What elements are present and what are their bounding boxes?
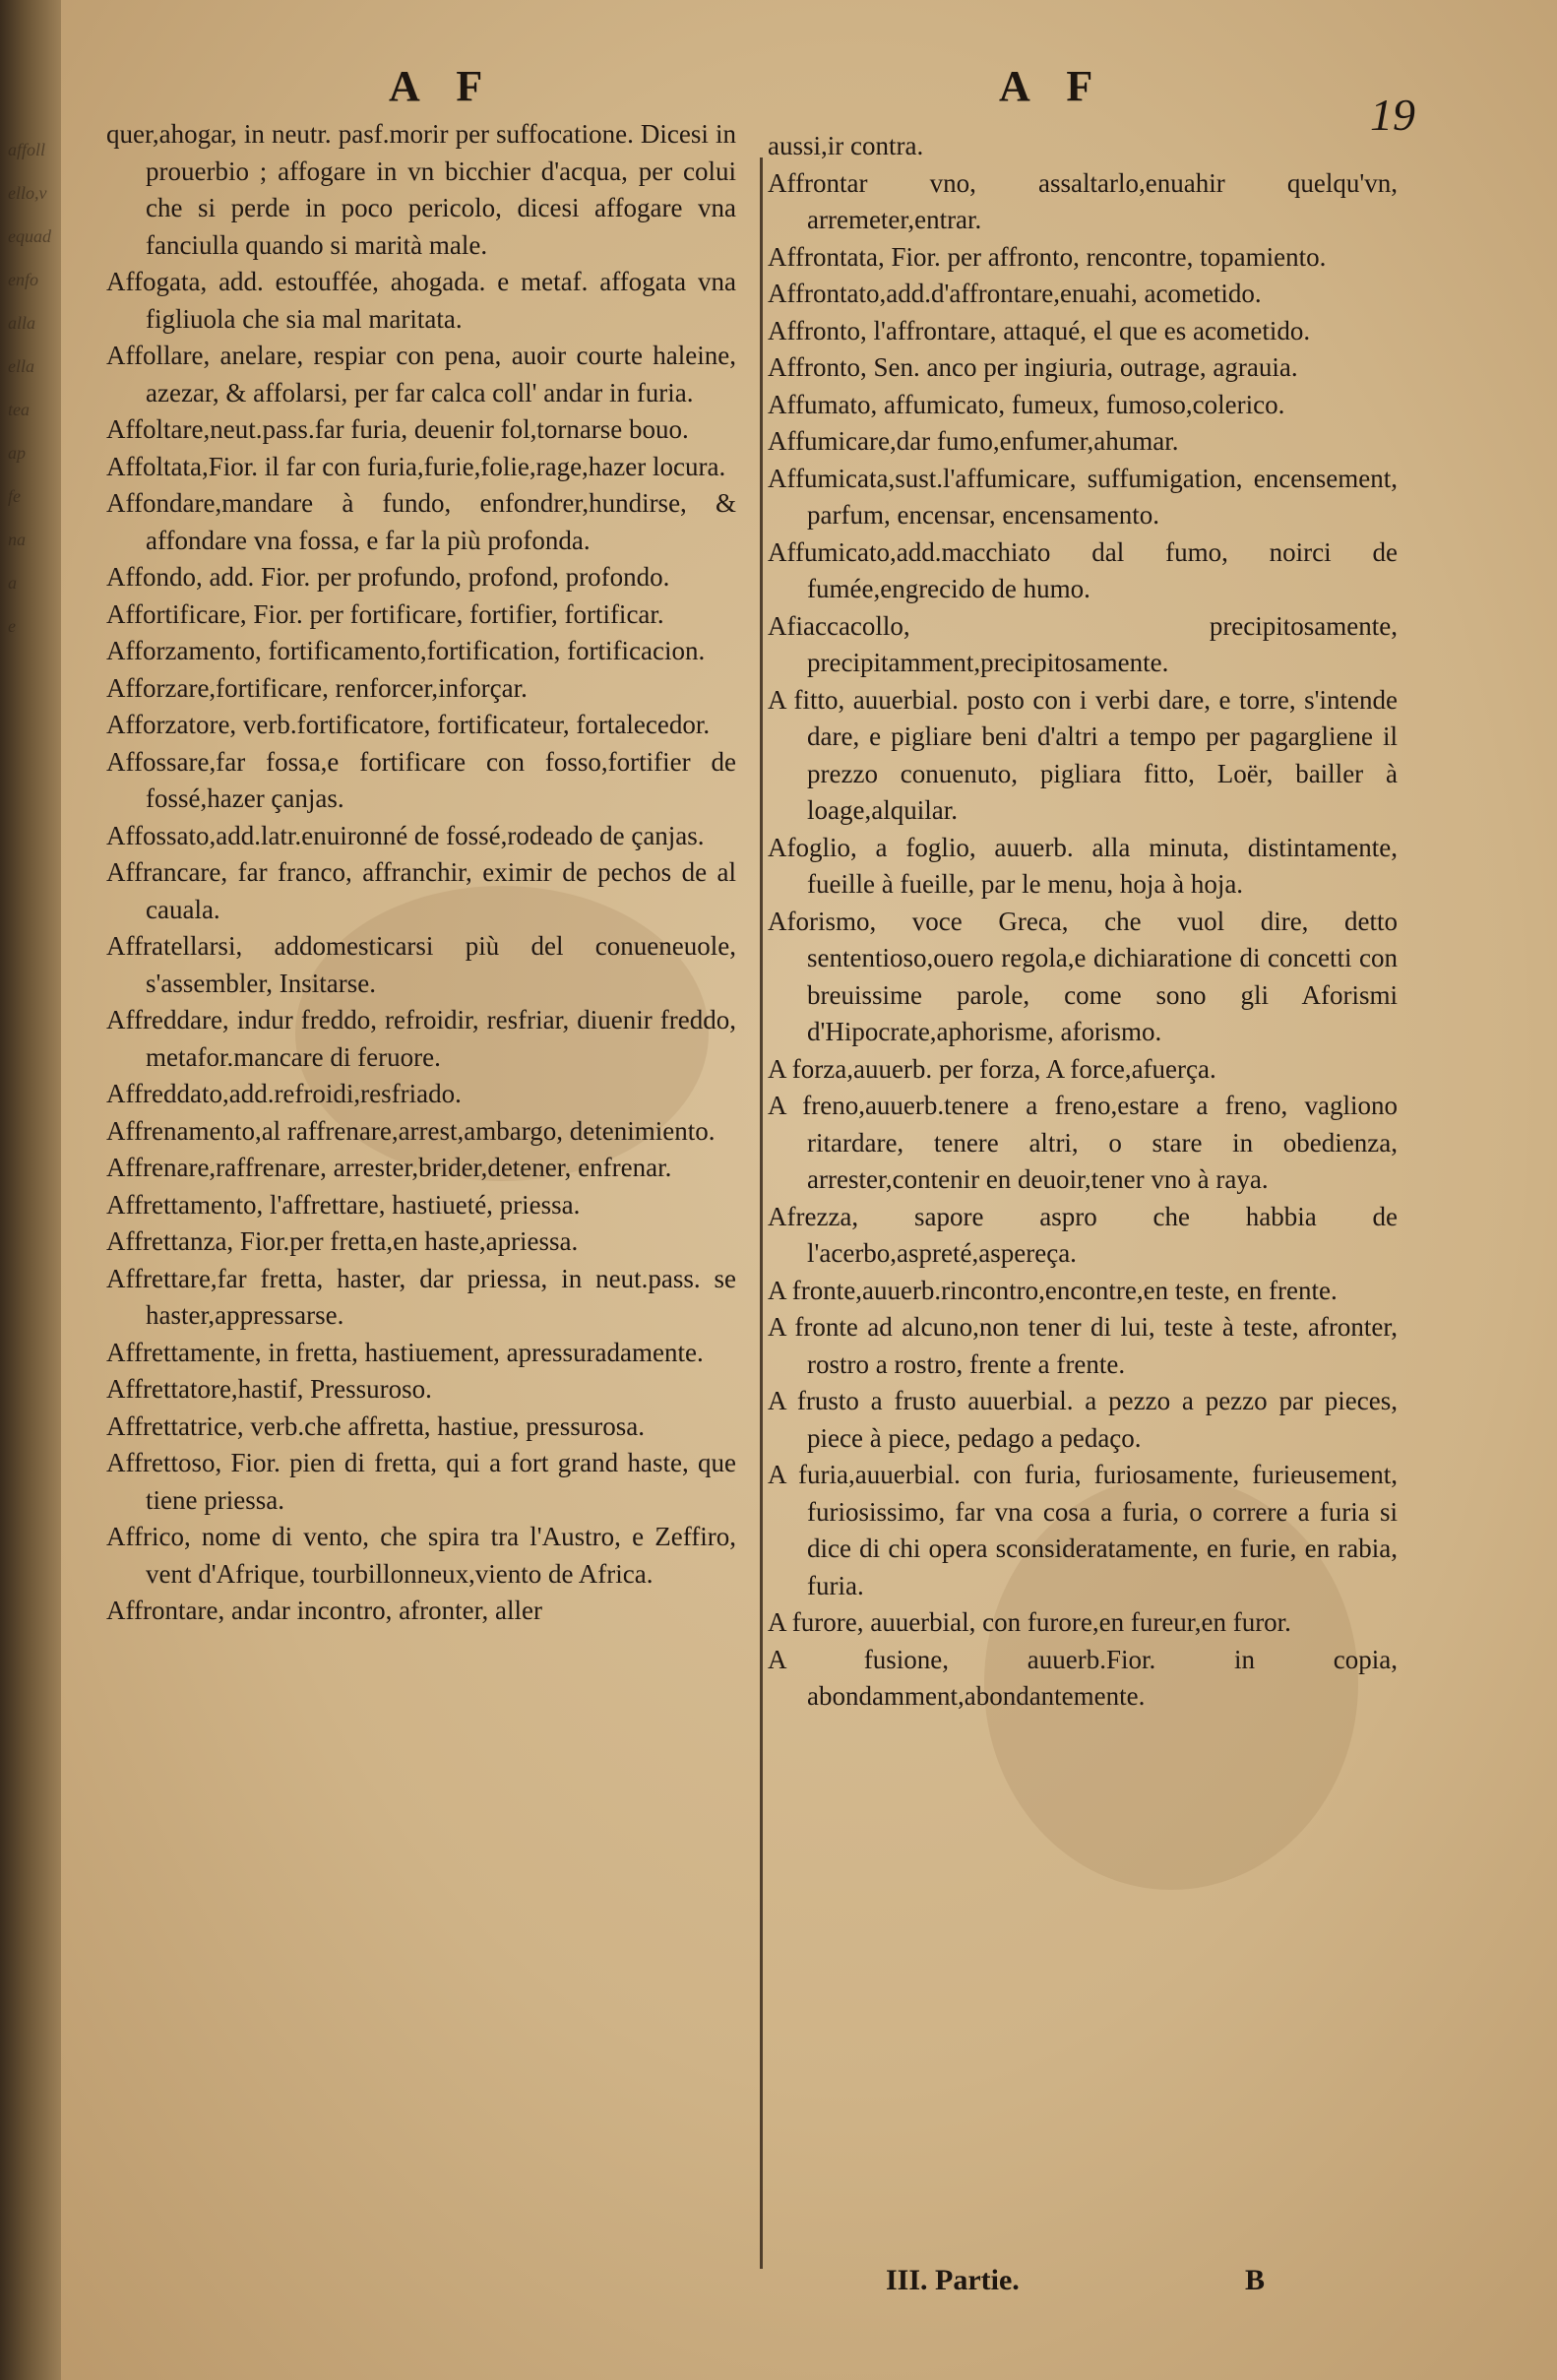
dictionary-entry: A fitto, auuerbial. posto con i verbi dare, e torre, s'intende dare, e pigliare beni d'altri a tempo per pagargliene il prezzo conuenuto, pigliara fitto, Loër, bailler à loage,alquilar. bbox=[768, 684, 1398, 825]
dictionary-entry: Affrettamento, l'affrettare, hastiueté, priessa. bbox=[106, 1189, 581, 1220]
dictionary-entry: A fronte ad alcuno,non tener di lui, teste à teste, afronter, rostro a rostro, frente a frente. bbox=[768, 1312, 1398, 1379]
dictionary-entry: Afforzare,fortificare, renforcer,inforçar. bbox=[106, 672, 528, 703]
dictionary-entry: aussi,ir contra. bbox=[768, 131, 924, 160]
dictionary-entry: Affrontar vno, assaltarlo,enuahir quelqu'vn, arremeter,entrar. bbox=[768, 167, 1398, 234]
gutter-fragment: equad bbox=[8, 226, 51, 246]
dictionary-entry: quer,ahogar, in neutr. pasf.morir per suffocatione. Dicesi in prouerbio ; affogare in vn bicchier d'acqua, per colui che si perde in poco pericolo, dicesi affogare vna fanciulla quando si marità male. bbox=[106, 119, 736, 260]
dictionary-entry: Affrettanza, Fior.per fretta,en haste,apriessa. bbox=[106, 1226, 579, 1256]
dictionary-entry: Affumicato,add.macchiato dal fumo, noirci de fumée,engrecido de humo. bbox=[768, 536, 1398, 603]
dictionary-entry: Affreddato,add.refroidi,resfriado. bbox=[106, 1079, 462, 1108]
dictionary-entry: Affrettamente, in fretta, hastiuement, apressuradamente. bbox=[106, 1337, 704, 1367]
gutter-edge bbox=[0, 0, 61, 2380]
gutter-fragments bbox=[8, 128, 53, 648]
column-rule bbox=[760, 157, 763, 2269]
gutter-fragment: tea bbox=[8, 400, 30, 419]
dictionary-entry: Affreddare, indur freddo, refroidir, resfriar, diuenir freddo, metafor.mancare di feruore. bbox=[106, 1005, 736, 1072]
dictionary-entry: Affogata, add. estouffée, ahogada. e metaf. affogata vna figliuola che sia mal maritata. bbox=[106, 267, 736, 334]
dictionary-entry: Afiaccacollo, precipitosamente, precipitamment,precipitosamente. bbox=[768, 610, 1398, 677]
dictionary-entry: Afoglio, a foglio, auuerb. alla minuta, distintamente, fueille à fueille, par le menu, hoja à hoja. bbox=[768, 832, 1398, 899]
left-column bbox=[106, 116, 736, 1630]
gutter-fragment: ap bbox=[8, 443, 26, 463]
dictionary-entry: Affrancare, far franco, affranchir, eximir de pechos de al cauala. bbox=[106, 857, 736, 924]
gutter-fragment: na bbox=[8, 530, 26, 549]
dictionary-entry: Affronto, Sen. anco per ingiuria, outrage, agrauia. bbox=[768, 352, 1298, 382]
dictionary-entry: Affrenare,raffrenare, arrester,brider,detener, enfrenar. bbox=[106, 1153, 672, 1182]
signature-mark: B bbox=[1245, 2264, 1266, 2296]
dictionary-entry: Affrettoso, Fior. pien di fretta, qui a fort grand haste, que tiene priessa. bbox=[106, 1448, 736, 1515]
gutter-fragment: e bbox=[8, 616, 16, 636]
dictionary-entry: Affoltare,neut.pass.far furia, deuenir fol,tornarse bouo. bbox=[106, 414, 689, 444]
dictionary-entry: Affrontato,add.d'affrontare,enuahi, acometido. bbox=[768, 279, 1262, 308]
dictionary-entry: Affrontata, Fior. per affronto, rencontre, topamiento. bbox=[768, 241, 1327, 272]
page-number: 19 bbox=[1370, 90, 1415, 140]
dictionary-entry: Affrenamento,al raffrenare,arrest,ambargo, detenimiento. bbox=[106, 1115, 716, 1146]
right-column bbox=[768, 128, 1398, 1716]
dictionary-entry: A fusione, auuerb.Fior. in copia, abondamment,abondantemente. bbox=[768, 1644, 1398, 1711]
dictionary-entry: A furore, auuerbial, con furore,en fureur,en furor. bbox=[768, 1607, 1291, 1637]
dictionary-entry: Affumato, affumicato, fumeux, fumoso,colerico. bbox=[768, 389, 1285, 419]
running-header-right: A F bbox=[999, 62, 1107, 110]
gutter-fragment: a bbox=[8, 573, 17, 593]
dictionary-entry: Affortificare, Fior. per fortificare, fortifier, fortificar. bbox=[106, 598, 664, 629]
dictionary-entry: A fronte,auuerb.rincontro,encontre,en teste, en frente. bbox=[768, 1275, 1338, 1305]
dictionary-entry: Aforismo, voce Greca, che vuol dire, detto sententioso,ouero regola,e dichiaratione di concetti con breuissime parole, come sono gli Aforismi d'Hipocrate,aphorisme, aforismo. bbox=[768, 906, 1398, 1046]
dictionary-entry: Affratellarsi, addomesticarsi più del conueneuole, s'assembler, Insitarse. bbox=[106, 931, 736, 998]
dictionary-entry: Affoltata,Fior. il far con furia,furie,folie,rage,hazer locura. bbox=[106, 451, 726, 481]
dictionary-entry: A forza,auuerb. per forza, A force,afuerça. bbox=[768, 1053, 1216, 1084]
running-header-left: A F bbox=[389, 62, 497, 110]
dictionary-entry: Affondo, add. Fior. per profundo, profond, profondo. bbox=[106, 562, 670, 592]
gutter-fragment: affoll bbox=[8, 140, 46, 159]
dictionary-entry: Affumicata,sust.l'affumicare, suffumigation, encensement, parfum, encensar, encensamento. bbox=[768, 463, 1398, 530]
dictionary-entry: A freno,auuerb.tenere a freno,estare a freno, vagliono ritardare, tenere altri, o stare in obedienza, arrester,contenir en deuoir,tener vno à raya. bbox=[768, 1091, 1398, 1194]
dictionary-entry: Affondare,mandare à fundo, enfondrer,hundirse, & affondare vna fossa, e far la più profonda. bbox=[106, 488, 736, 555]
signature-line: III. Partie. bbox=[886, 2264, 1020, 2296]
dictionary-entry: Affrontare, andar incontro, afronter, aller bbox=[106, 1596, 542, 1625]
dictionary-entry: Affossare,far fossa,e fortificare con fosso,fortifier de fossé,hazer çanjas. bbox=[106, 746, 736, 813]
dictionary-entry: Affronto, l'affrontare, attaqué, el que es acometido. bbox=[768, 315, 1311, 345]
dictionary-entry: Affollare, anelare, respiar con pena, auoir courte haleine, azezar, & affolarsi, per far calca coll' andar in furia. bbox=[106, 341, 736, 407]
gutter-fragment: alla bbox=[8, 313, 36, 333]
dictionary-entry: Affrettare,far fretta, haster, dar priessa, in neut.pass. se haster,appressarse. bbox=[106, 1263, 736, 1330]
dictionary-entry: A frusto a frusto auuerbial. a pezzo a pezzo par pieces, piece à piece, pedago a pedaço. bbox=[768, 1386, 1398, 1453]
dictionary-entry: Affrico, nome di vento, che spira tra l'Austro, e Zeffiro, vent d'Afrique, tourbillonneux,viento de Africa. bbox=[106, 1522, 736, 1589]
dictionary-entry: Afforzamento, fortificamento,fortification, fortificacion. bbox=[106, 636, 706, 665]
dictionary-entry: Affrettatrice, verb.che affretta, hastiue, pressurosa. bbox=[106, 1410, 646, 1441]
gutter-fragment: ello,v bbox=[8, 183, 47, 203]
dictionary-entry: Afrezza, sapore aspro che habbia de l'acerbo,aspreté,aspereça. bbox=[768, 1201, 1398, 1268]
dictionary-entry: Afforzatore, verb.fortificatore, fortificateur, fortalecedor. bbox=[106, 710, 711, 739]
gutter-fragment: fe bbox=[8, 486, 21, 506]
dictionary-entry: Affumicare,dar fumo,enfumer,ahumar. bbox=[768, 426, 1179, 456]
gutter-fragment: ella bbox=[8, 356, 34, 376]
dictionary-entry: Affrettatore,hastif, Pressuroso. bbox=[106, 1374, 432, 1404]
gutter-fragment: enfo bbox=[8, 270, 38, 289]
dictionary-entry: Affossato,add.latr.enuironné de fossé,rodeado de çanjas. bbox=[106, 820, 705, 850]
dictionary-entry: A furia,auuerbial. con furia, furiosamente, furieusement, furiosissimo, far vna cosa a furia, o correre a furia si dice di chi opera sconsideratamente, en furie, en rabia, furia. bbox=[768, 1460, 1398, 1600]
